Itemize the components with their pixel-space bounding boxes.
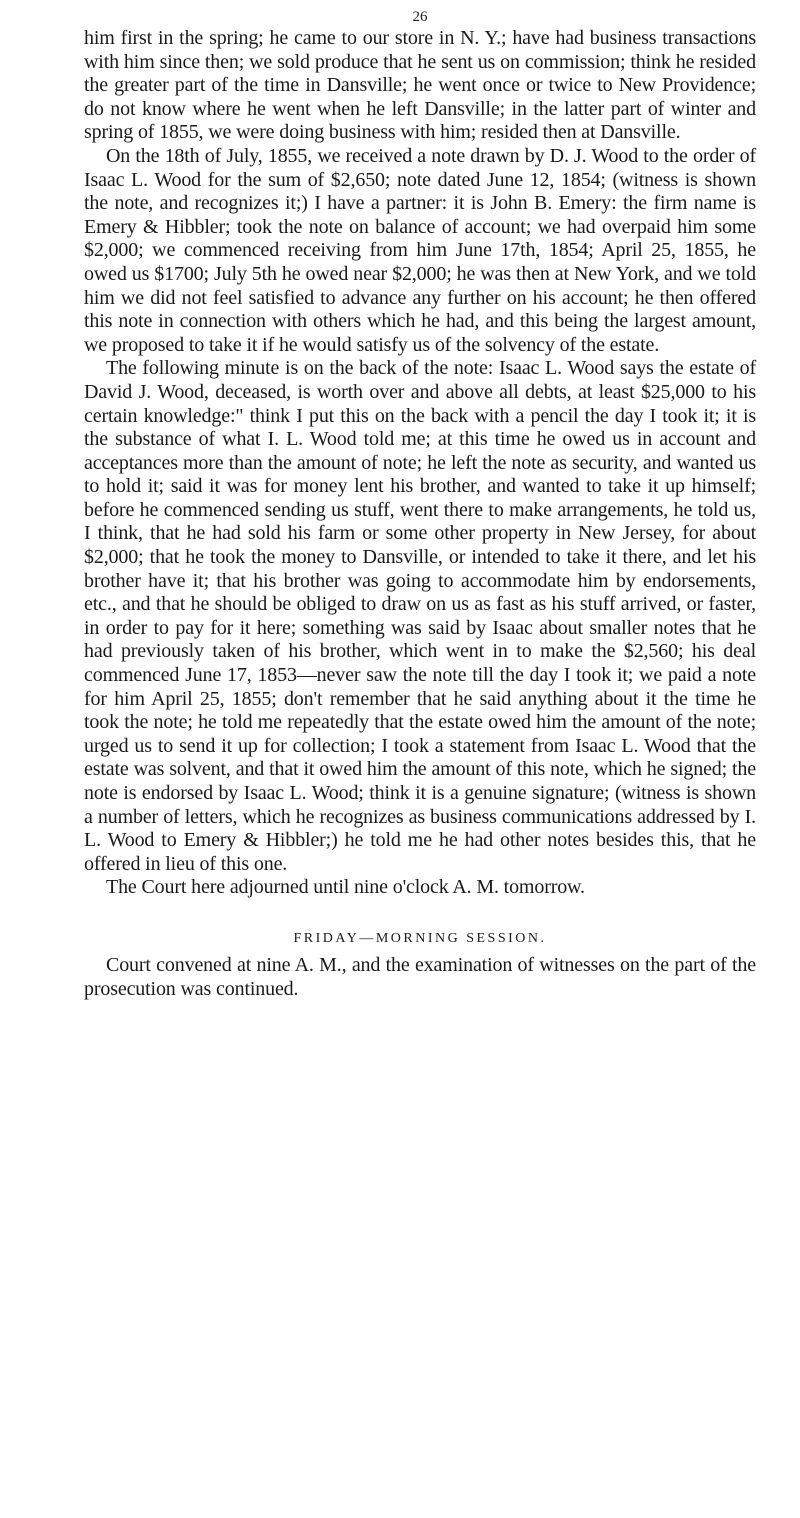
page-number: 26 xyxy=(412,9,428,25)
paragraph-note-minute: The following minute is on the back of the note: Isaac L. Wood says the estate of David J. Wood, deceased, is worth over and above all debts, at least $25,000 to his certain knowledge:" think I put this on the back with a pencil the day I took it; it is the substance of what I. L. Wood told me; at this time he owed us in account and acceptances more than the amount of note; he left the note as security, and wanted us to hold it; said it was for money lent his brother, and wanted to take it up himself; before he commenced sending us stuff, went there to make arrangements, he told us, I think, that he had sold his farm or some other property in New Jersey, for about $2,000; that he took the money to Dansville, or intended to take it there, and let his brother have it; that his brother was going to accommodate him by endorsements, etc., and that he should be obliged to draw on us as fast as his stuff arrived, or faster, in order to pay for it here; something was said by Isaac about smaller notes that he had previously taken of his brother, which went in to make the $2,560; his deal commenced June 17, 1853—never saw the note till the day I took it; we paid a note for him April 25, 1855; don't remember that he said anything about it the time he took the note; he told me repeatedly that the estate owed him the amount of the note; urged us to send it up for collection; I took a statement from Isaac L. Wood that the estate was solvent, and that it owed him the amount of this note, which he signed; the note is endorsed by Isaac L. Wood; think it is a genuine signature; (witness is shown a number of letters, which he recognizes as business communications addressed by I. L. Wood to Emery & Hibbler;) he told me he had other notes besides this, that he offered in lieu of this one. xyxy=(84,357,756,875)
paragraph-note-received: On the 18th of July, 1855, we received a note drawn by D. J. Wood to the order of Isaac L. Wood for the sum of $2,650; note dated June 12, 1854; (witness is shown the note, and recognizes it;) I have a partner: it is John B. Emery: the firm name is Emery & Hibbler; took the note on balance of account; we had overpaid him some $2,000; we commenced receiving from him June 17th, 1854; April 25, 1855, he owed us $1700; July 5th he owed near $2,000; he was then at New York, and we told him we did not feel satisfied to advance any further on his account; he then offered this note in connection with others which he had, and this being the largest amount, we proposed to take it if he would satisfy us of the solvency of the estate. xyxy=(84,144,756,356)
paragraph-court-convened: Court convened at nine A. M., and the examination of witnesses on the part of the prosecution was continued. xyxy=(84,953,756,1000)
session-heading: FRIDAY—MORNING SESSION. xyxy=(293,930,547,946)
paragraph-adjournment: The Court here adjourned until nine o'clock A. M. tomorrow. xyxy=(106,876,585,899)
paragraph-witness-background: him first in the spring; he came to our store in N. Y.; have had business transactions with him since then; we sold produce that he sent us on commission; think he resided the greater part of the time in Dansville; he went once or twice to New Providence; do not know where he went when he left Dansville; in the latter part of winter and spring of 1855, we were doing business with him; resided then at Dansville. xyxy=(84,27,756,144)
